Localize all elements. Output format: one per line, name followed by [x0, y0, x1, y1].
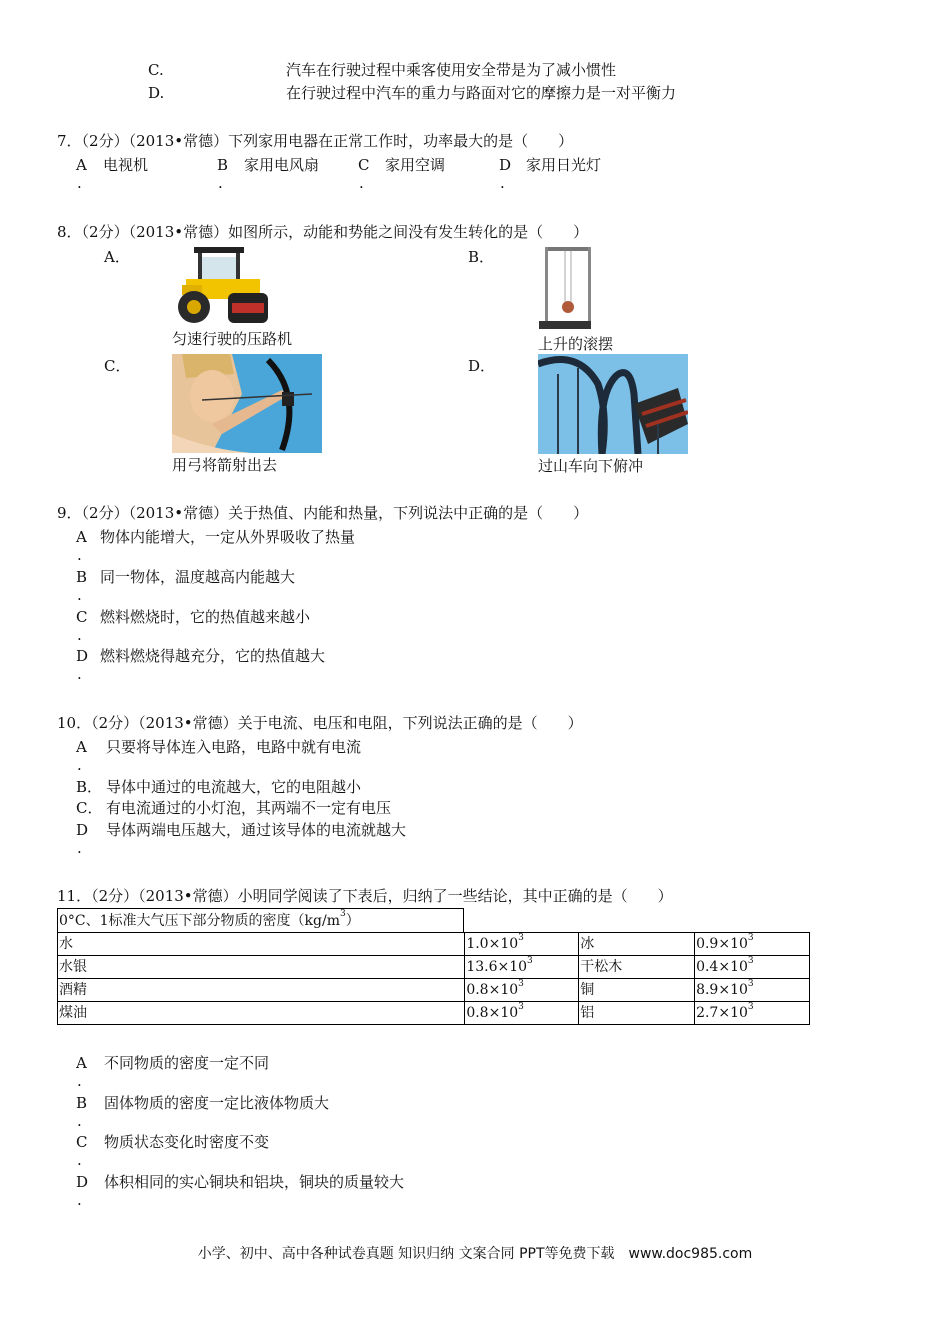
q9-option-c-label: C — [76, 608, 88, 626]
density-cell: $2.7\times 10^3$ — [695, 1002, 810, 1025]
q8-option-b-caption: 上升的滚摆 — [538, 335, 614, 353]
q7-option-d-dot: . — [500, 174, 505, 192]
q11-stem: 11．（2分）（2013•常德）小明同学阅读了下表后，归纳了一些结论，其中正确的是（ ） — [57, 887, 673, 905]
table-row — [58, 979, 810, 1002]
q7-option-c-text: 家用空调 — [385, 156, 446, 174]
density-cell: $0.8\times 10^3$ — [465, 1002, 579, 1025]
road-roller-image — [172, 245, 270, 327]
q9-option-c-text: 燃料燃烧时，它的热值越来越小 — [100, 608, 311, 626]
q10-option-d-label: D — [76, 821, 89, 839]
q11-option-c-label: C — [76, 1133, 88, 1151]
density-table-title: 0°C、1标准大气压下部分物质的密度$(kg/m^3)$ — [57, 908, 464, 932]
q10-option-a-text: 只要将导体连入电路，电路中就有电流 — [106, 738, 362, 756]
q7-option-d-text: 家用日光灯 — [526, 156, 602, 174]
q10-stem: 10．（2分）（2013•常德）关于电流、电压和电阻，下列说法正确的是（ ） — [57, 714, 583, 732]
q7-option-a-text: 电视机 — [103, 156, 149, 174]
q11-option-c-text: 物质状态变化时密度不变 — [104, 1133, 270, 1151]
maxwell-wheel-image — [537, 245, 593, 331]
q11-option-d-dot: . — [77, 1191, 82, 1209]
q10-option-c-text: 有电流通过的小灯泡，其两端不一定有电压 — [106, 799, 392, 817]
q9-option-c-dot: . — [77, 626, 82, 644]
q7-option-b-label: B — [217, 156, 229, 174]
q9-option-a-text: 物体内能增大，一定从外界吸收了热量 — [100, 528, 356, 546]
q8-option-d-caption: 过山车向下俯冲 — [538, 457, 644, 475]
q11-option-a-text: 不同物质的密度一定不同 — [104, 1054, 270, 1072]
q11-option-b-label: B — [76, 1094, 88, 1112]
q6-option-d-label: D. — [148, 84, 165, 102]
substance-cell: 冰 — [579, 933, 695, 956]
q9-option-a-label: A — [76, 528, 87, 546]
density-cell: $8.9\times 10^3$ — [695, 979, 810, 1002]
q6-option-c-text: 汽车在行驶过程中乘客使用安全带是为了减小惯性 — [286, 61, 617, 79]
q8-option-b-label: B． — [468, 248, 495, 266]
q11-option-b-dot: . — [77, 1112, 82, 1130]
q9-option-b-text: 同一物体，温度越高内能越大 — [100, 568, 296, 586]
q11-option-d-label: D — [76, 1173, 89, 1191]
density-cell: $0.4\times 10^3$ — [695, 956, 810, 979]
q7-stem: 7．（2分）（2013•常德）下列家用电器在正常工作时，功率最大的是（ ） — [57, 132, 574, 150]
q8-option-a-caption: 匀速行驶的压路机 — [172, 330, 293, 348]
q8-stem: 8．（2分）（2013•常德）如图所示，动能和势能之间没有发生转化的是（ ） — [57, 223, 589, 241]
q9-stem: 9．（2分）（2013•常德）关于热值、内能和热量，下列说法中正确的是（ ） — [57, 504, 589, 522]
roller-coaster-image — [538, 354, 688, 454]
page-footer: 小学、初中、高中各种试卷真题 知识归纳 文案合同 PPT等免费下载 www.doc985.com — [197, 1246, 753, 1262]
q8-option-c-label: C． — [104, 357, 131, 375]
q7-option-c-label: C — [358, 156, 370, 174]
table-row — [58, 956, 810, 979]
q10-option-c-label: C． — [76, 799, 103, 817]
q9-option-b-label: B — [76, 568, 88, 586]
q9-option-b-dot: . — [77, 586, 82, 604]
q11-option-d-text: 体积相同的实心铜块和铝块，铜块的质量较大 — [104, 1173, 405, 1191]
q8-option-a-label: A． — [104, 248, 130, 266]
substance-cell: 铝 — [579, 1002, 695, 1025]
q9-option-d-text: 燃料燃烧得越充分，它的热值越大 — [100, 647, 326, 665]
q11-option-b-text: 固体物质的密度一定比液体物质大 — [104, 1094, 330, 1112]
substance-cell: 铜 — [579, 979, 695, 1002]
q10-option-d-dot: . — [77, 839, 82, 857]
q11-option-c-dot: . — [77, 1151, 82, 1169]
q11-option-a-dot: . — [77, 1072, 82, 1090]
q9-option-d-label: D — [76, 647, 89, 665]
density-cell: $13.6\times 10^3$ — [465, 956, 579, 979]
q10-option-a-dot: . — [77, 756, 82, 774]
q6-option-c-label: C. — [148, 61, 164, 79]
q7-option-d-label: D — [499, 156, 512, 174]
density-cell: $1.0\times 10^3$ — [465, 933, 579, 956]
substance-cell: 酒精 — [58, 979, 465, 1002]
table-row — [58, 933, 810, 956]
q7-option-b-dot: . — [218, 174, 223, 192]
q7-option-a-label: A — [76, 156, 87, 174]
density-cell: $0.9\times 10^3$ — [695, 933, 810, 956]
q10-option-a-label: A — [76, 738, 87, 756]
density-table — [57, 932, 810, 1025]
q9-option-d-dot: . — [77, 665, 82, 683]
q7-option-b-text: 家用电风扇 — [244, 156, 320, 174]
q7-option-c-dot: . — [359, 174, 364, 192]
density-cell: $0.8\times 10^3$ — [465, 979, 579, 1002]
table-row — [58, 1002, 810, 1025]
q7-option-a-dot: . — [77, 174, 82, 192]
q8-option-c-caption: 用弓将箭射出去 — [172, 456, 278, 474]
substance-cell: 干松木 — [579, 956, 695, 979]
substance-cell: 水银 — [58, 956, 465, 979]
q10-option-d-text: 导体两端电压越大，通过该导体的电流就越大 — [106, 821, 407, 839]
q9-option-a-dot: . — [77, 546, 82, 564]
q6-option-d-text: 在行驶过程中汽车的重力与路面对它的摩擦力是一对平衡力 — [286, 84, 677, 102]
q11-option-a-label: A — [76, 1054, 87, 1072]
substance-cell: 水 — [58, 933, 465, 956]
q10-option-b-label: B． — [76, 778, 103, 796]
q10-option-b-text: 导体中通过的电流越大，它的电阻越小 — [106, 778, 362, 796]
substance-cell: 煤油 — [58, 1002, 465, 1025]
q8-option-d-label: D． — [468, 357, 496, 375]
archer-image — [172, 354, 322, 453]
